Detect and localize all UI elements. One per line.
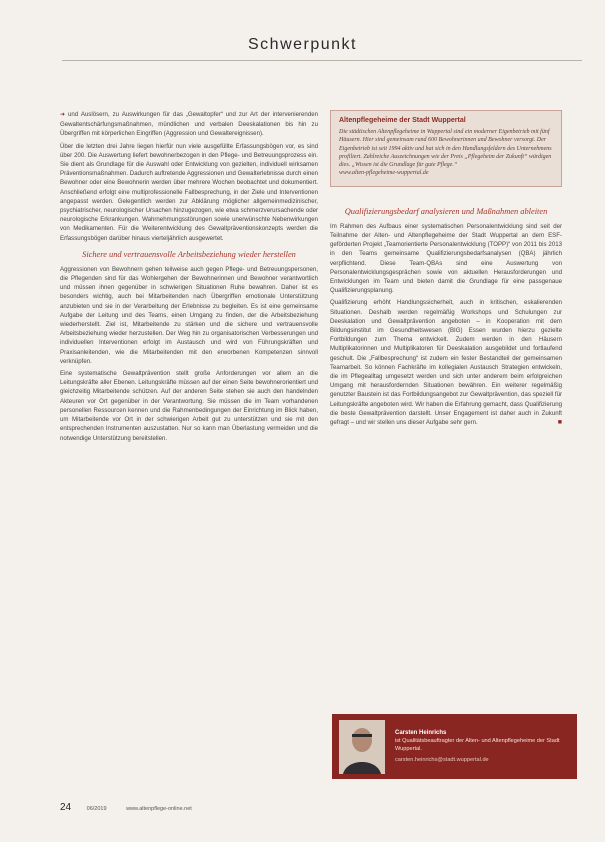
right-paragraph-2 — [330, 298, 562, 427]
right-paragraph-1: Im Rahmen des Aufbaus einer systematischen Personalentwicklung sind seit der Teilnahme der Alten- und Altenpflegeheime der Stadt Wuppertal an dem ESF-geförderten Projekt „Teamorientierte Personalentwicklung (TOPP)“ von 2011 bis 2013 in den Teams gemeinsame Qualifizierungsbedarfsanalysen (QBA) jährlich verpflichtend. Diese Team-QBAs sind eine Auswertung von Personalentwicklungsgesprächen sowie von aktuellen Herausforderungen und Entwicklungen im Team und bieten damit die Grundlage für eine passgenaue Qualifizierungsplanung. — [330, 222, 562, 295]
right-column — [330, 110, 562, 430]
issue-label: 06/2019 — [86, 806, 107, 812]
continuation-arrow-icon: ➜ — [60, 112, 66, 118]
author-role: ist Qualitätsbeauftragter der Alten- und Altenpflegeheime der Stadt Wuppertal. — [395, 738, 560, 752]
info-box-link[interactable]: www.alten-pflegeheime-wuppertal.de — [339, 170, 429, 177]
info-box — [330, 110, 562, 187]
header-divider — [62, 60, 582, 61]
author-name: Carsten Heinrichs — [395, 730, 447, 736]
section-heading-qualifizierung: Qualifizierungsbedarf analysieren und Maßnahmen ableiten — [344, 206, 548, 216]
author-photo — [339, 720, 385, 774]
section-title: Schwerpunkt — [248, 36, 357, 53]
left-column — [60, 110, 318, 446]
author-email[interactable]: carsten.heinrichs@stadt.wuppertal.de — [395, 757, 489, 763]
author-profile — [332, 714, 577, 779]
section-heading-arbeitsbeziehung: Sichere und vertrauensvolle Arbeitsbeziehung wieder herstellen — [82, 249, 296, 259]
info-box-title: Altenpflegeheime der Stadt Wuppertal — [339, 117, 466, 124]
footer-url[interactable]: www.altenpflege-online.net — [126, 806, 192, 812]
author-info — [395, 729, 565, 764]
left-paragraph-1 — [60, 110, 318, 139]
left-paragraph-2: Über die letzten drei Jahre liegen hierfür nun viele ausgefüllte Erfassungsbögen vor, es sind über 200. Die Auswertung liefert bewohnerbezogen in den Pflege- und Betreuungsprozess ein. Sie dient als Grundlage für die Auswahl oder Entwicklung von gezielten, individuell wirksamen Präventionsmaßnahmen. Dadurch auftretende Aggressionen und Gewalterlebnisse durch einen Bewohner oder eine Bewohnerin werden über mehrere Wochen beobachtet und dokumentiert. Anschließend erfolgt eine multiprofessionelle Fallbesprechung, in der Ziele und Interventionen angepasst werden. Gelegentlich werden zur Abklärung möglicher allgemeinmedizinischer, psychiatrischer, neurologischer Ursachen hinzugezogen, wie etwa schmerzverursachende oder neurologische Erkrankungen. Wahrnehmungsstörungen sowie unerwünschte Nebenwirkungen von Medikamenten. Für die Weiterentwicklung des Gewaltpräventionskonzepts werden die Erfassungsbögen darüber hinaus vierteljährlich ausgewertet. — [60, 142, 318, 242]
left-paragraph-1-text: und Auslösern, zu Auswirkungen für das „Gewaltopfer“ und zur Art der intervenierenden Gewaltentschärfungsmaßnahmen, mündlichen und verbalen Deeskalationen bis hin zu Übergriffen mit körperlichen Eingriffen (Aggression und Gewaltereignissen). — [60, 111, 318, 138]
info-box-text: Die städtischen Altenpflegeheime in Wuppertal sind ein moderner Eigenbetrieb mit fünf Häusern. Hier sind gemeinsam rund 600 Bewohnerinnen und Bewohner versorgt. Der Eigenbetrieb ist seit 1994 aktiv und hat sich in den Handlungsfeldern des Unternehmens profiliert. Zahlreiche Auszeichnungen wie der Preis „Pflegeheim der Zukunft“ würdigen dies. „Wissen ist die Grundlage für gute Pflege.“ — [339, 129, 552, 169]
page-number: 24 — [60, 802, 72, 813]
page-footer — [60, 802, 192, 813]
right-paragraph-2-text: Qualifizierung erhöht Handlungssicherheit, auch in kritischen, eskalierenden Situationen. Deshalb werden regelmäßig Workshops und Schulungen zur Deeskalation und Gewaltprävention angeboten – in Kooperation mit dem Bildungsinstitut im Gesundheitswesen (BIG) Essen wurden hierzu gezielte Fortbildungen zum Thema entwickelt. Zudem werden in den Häusern Multiplikatorinnen und Multiplikatoren für Deeskalation ausgebildet und fortlaufend geschult. Die „Fallbesprechung“ ist zudem ein fester Bestandteil der gemeinsamen Teamarbeit. So können Fachkräfte im kollegialen Austausch Strategien entwickeln, die im Pflegealltag umgesetzt werden und sich unter anderem beim erfolgreichen Umgang mit herausfordernden Situationen bewähren. Ein weiterer regelmäßig genutzter Baustein ist das Fortbildungsangebot zur Gewaltprävention, das speziell für Leitungskräfte angeboten wird. Wir haben die Erfahrung gemacht, dass Qualifizierung die beste Gewaltprävention darstellt. Unser Engagement ist daher auch in Zukunft gefragt – und wir stellen uns dieser Aufgabe sehr gern. — [330, 299, 562, 427]
end-of-article-icon: ■ — [557, 419, 562, 427]
left-paragraph-3: Aggressionen von Bewohnern gehen teilweise auch gegen Pflege- und Betreuungspersonen, die Pflegenden sind für das Wohlergehen der Bewohnerinnen und Bewohner verantwortlich und müssen ihnen gegenüber in schwierigen Situationen Ruhe bewahren. Daher ist es besonders wichtig, auch bei Mitarbeitenden nach Übergriffen emotionale Unterstützung anzubieten und sie in der Verarbeitung der Erlebnisse zu begleiten. Es ist eine gemeinsame Aufgabe der Leitung und des Teams, einen Umgang zu finden, der die Arbeitsbeziehung wiederherstellt. Ziel ist, Mitarbeitende zu stärken und die sichere und vertrauensvolle Arbeitsbeziehung wieder herzustellen. Der Weg hin zu organisatorischen Verbesserungen und individuellen Interventionen erfolgt im Austausch und wird von Führungskräften und Praxisanleitenden, wie die Mitarbeitenden mit den erworbenen Kompetenzen sinnvoll verknüpfen. — [60, 265, 318, 365]
left-paragraph-4: Eine systematische Gewaltprävention stellt große Anforderungen vor allem an die Leitungskräfte aller Ebenen. Leitungskräfte müssen auf der einen Seite bewohnerorientiert und gleichzeitig Mitarbeitende schützen. Auf der anderen Seite stehen sie auch den handelnden Akteuren vor Ort gegenüber in der Verantwortung. Sie müssen die im Team vorhandenen personellen Ressourcen kennen und die Rahmenbedingungen der Einrichtung im Blick haben, um Mitarbeitende vor Ort in der schwierigen Arbeit gut zu unterstützen und sie mit den entsprechenden Instrumenten auszustatten. Nur so kann man Überlastung vermeiden und die notwendige Unterstützung bereitstellen. — [60, 370, 318, 442]
person-icon — [339, 720, 385, 774]
